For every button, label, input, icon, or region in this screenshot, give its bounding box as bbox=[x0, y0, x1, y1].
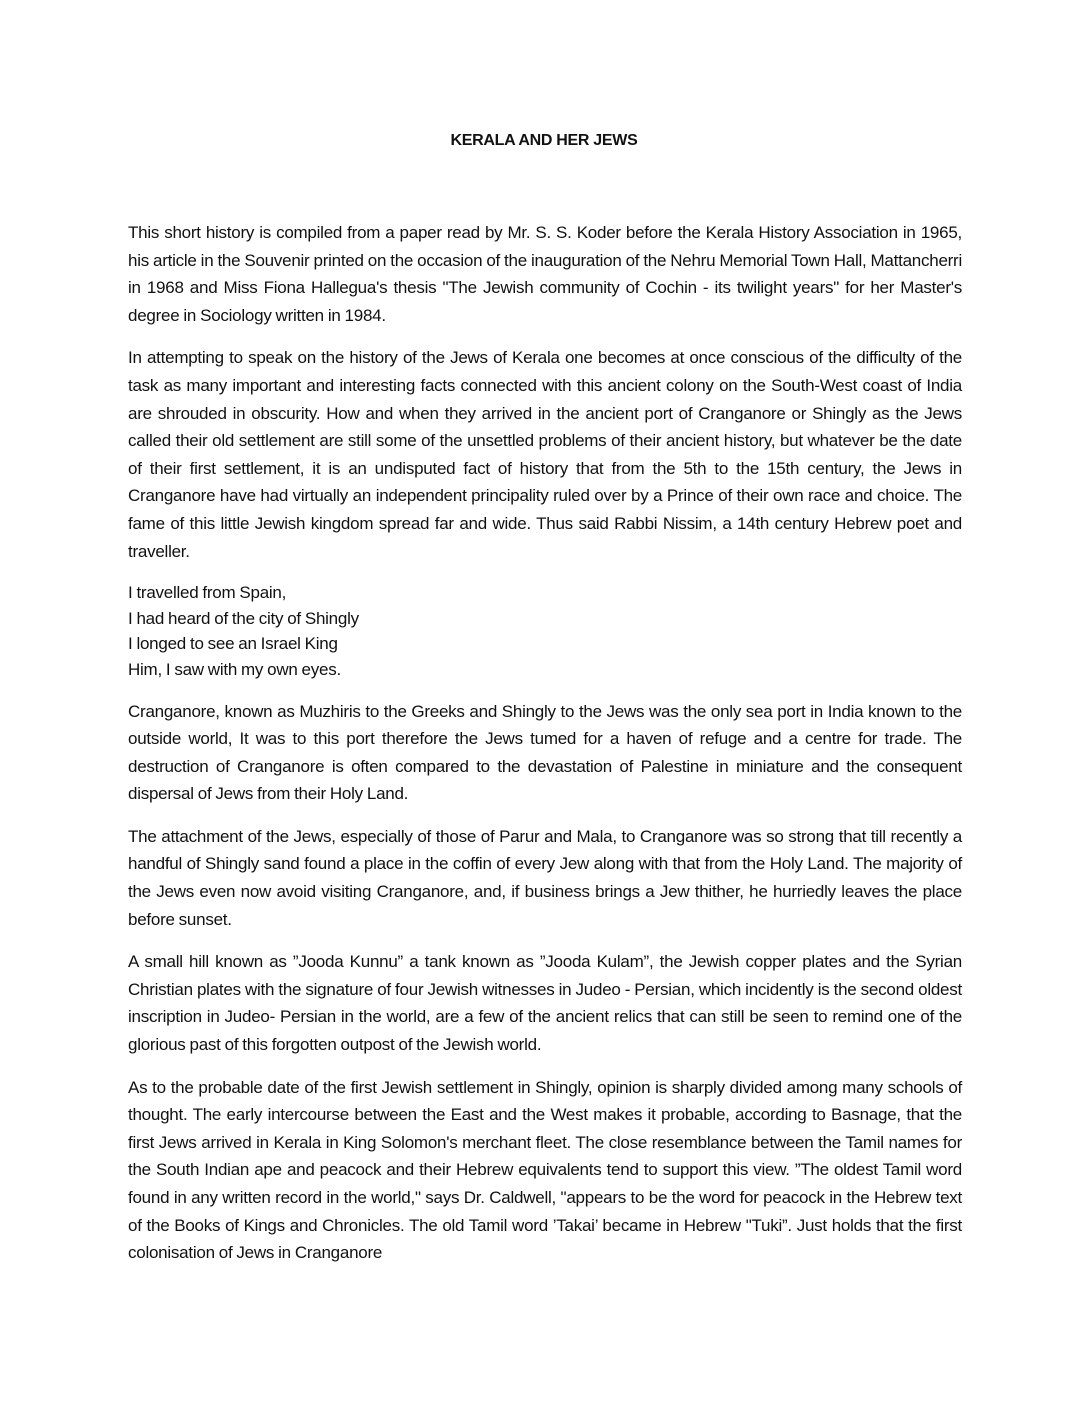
paragraph-settlement-date: As to the probable date of the first Jewish settlement in Shingly, opinion is sharply divided among many schools of thought. The early intercourse between the East and the West makes it probable, according to Basnage, that the first Jews arrived in Kerala in King Solomon's merchant fleet. The close resemblance between the Tamil names for the South Indian ape and peacock and their Hebrew equivalents tend to support this view. ”The oldest Tamil word found in any written record in the world," says Dr. Caldwell, "appears to be the word for peacock in the Hebrew text of the Books of Kings and Chronicles. The old Tamil word ’Takai’ became in Hebrew "Tuki”. Just holds that the first colonisation of Jews in Cranganore bbox=[128, 1077, 962, 1263]
poem-line: I longed to see an Israel King bbox=[128, 634, 338, 654]
paragraph-sources: This short history is compiled from a paper read by Mr. S. S. Koder before the Kerala History Association in 1965, his article in the Souvenir printed on the occasion of the inauguration of the Nehru Memorial Town Hall, Mattancherri in 1968 and Miss Fiona Hallegua's thesis "The Jewish community of Cochin - its twilight years" for her Master's degree in Sociology written in 1984. bbox=[128, 223, 962, 325]
paragraph-attachment: The attachment of the Jews, especially of those of Parur and Mala, to Cranganore was so strong that till recently a handful of Shingly sand found a place in the coffin of every Jew along with that from the Holy Land. The majority of the Jews even now avoid visiting Cranganore, and, if business brings a Jew thither, he hurriedly leaves the place before sunset. bbox=[128, 826, 962, 929]
paragraph-history-intro: In attempting to speak on the history of the Jews of Kerala one becomes at once conscious of the difficulty of the task as many important and interesting facts connected with this ancient colony on the South-West coast of India are shrouded in obscurity. How and when they arrived in the ancient port of Cranganore or Shingly as the Jews called their old settlement are still some of the unsettled problems of their ancient history, but whatever be the date of their first settlement, it is an undisputed fact of history that from the 5th to the 15th century, the Jews in Cranganore have had virtually an independent principality ruled over by a Prince of their own race and choice. The fame of this little Jewish kingdom spread far and wide. Thus said Rabbi Nissim, a 14th century Hebrew poet and traveller. bbox=[128, 348, 962, 561]
page-title: KERALA AND HER JEWS bbox=[450, 132, 638, 149]
document-body bbox=[128, 219, 962, 1282]
poem-rabbi-nissim bbox=[128, 580, 962, 682]
paragraph-cranganore: Cranganore, known as Muzhiris to the Greeks and Shingly to the Jews was the only sea port in India known to the outside world, It was to this port therefore the Jews tumed for a haven of refuge and a centre for trade. The destruction of Cranganore is often compared to the devastation of Palestine in miniature and the consequent dispersal of Jews from their Holy Land. bbox=[128, 701, 962, 804]
poem-line: I had heard of the city of Shingly bbox=[128, 608, 359, 628]
poem-line: Him, I saw with my own eyes. bbox=[128, 659, 341, 679]
paragraph-relics: A small hill known as ”Jooda Kunnu” a tank known as ”Jooda Kulam”, the Jewish copper plates and the Syrian Christian plates with the signature of four Jewish witnesses in Judeo - Persian, which incidently is the second oldest inscription in Judeo- Persian in the world, are a few of the ancient relics that can still be seen to remind one of the glorious past of this forgotten outpost of the Jewish world. bbox=[128, 952, 962, 1055]
poem-line: I travelled from Spain, bbox=[128, 583, 287, 603]
